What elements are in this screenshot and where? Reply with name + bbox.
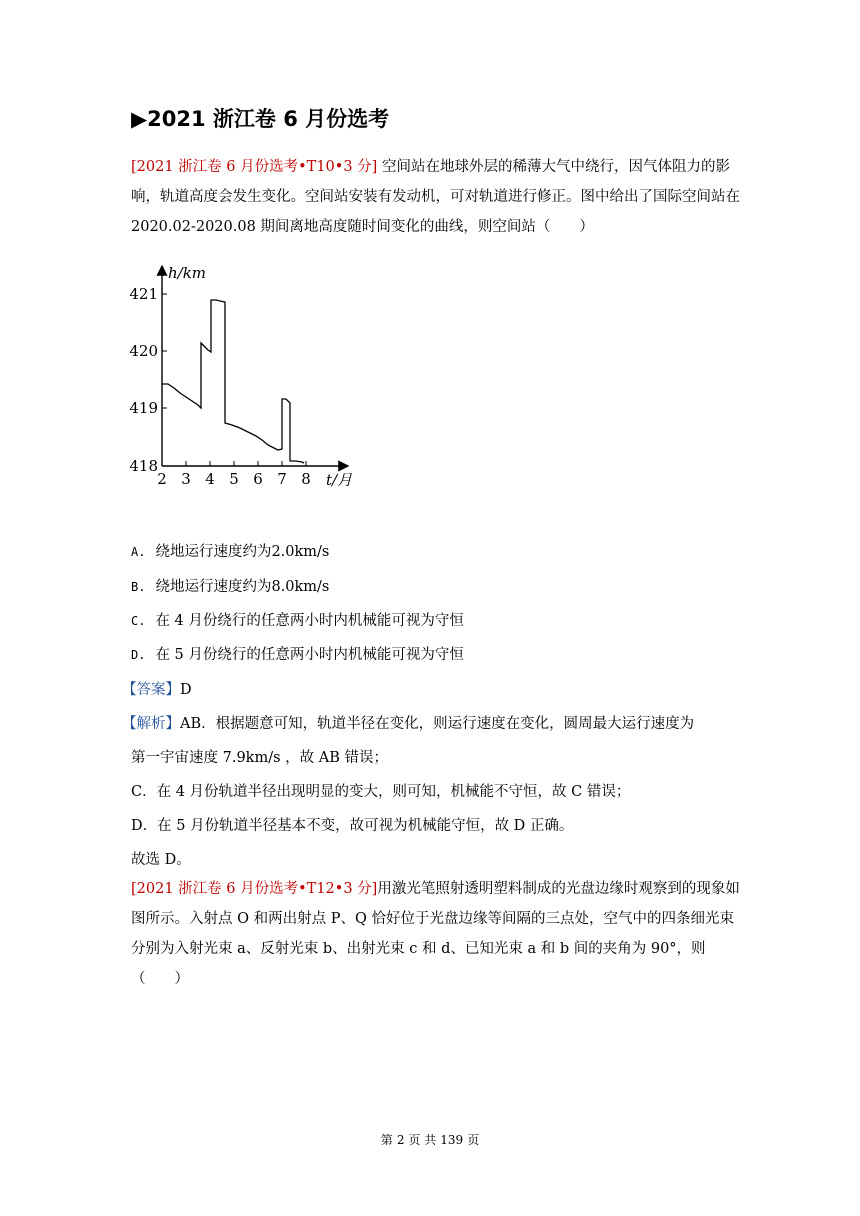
- x-tick-label: 5: [229, 470, 239, 488]
- y-tick-label: 421: [129, 285, 158, 303]
- question-12-text: 用激光笔照射透明塑料制成的光盘边缘时观察到的现象如图所示。入射点 O 和两出射点 P、Q 恰好位于光盘边缘等间隔的三点处，空气中的四条细光束分别为入射光束 a、反射光束 b、出射光束 c 和 d、已知光束 a 和 b 间的夹角为 90°，则（ ）: [131, 881, 740, 987]
- analysis-line-5: 故选 D。: [131, 852, 191, 868]
- section-heading: ▶2021 浙江卷 6 月份选考: [131, 107, 390, 131]
- option-b: B. 绕地运行速度约为8.0km/s: [131, 579, 330, 595]
- x-axis-label: t/月: [326, 471, 353, 489]
- option-c: C. 在 4 月份绕行的任意两小时内机械能可视为守恒: [131, 613, 464, 629]
- page-footer: 第 2 页 共 139 页: [380, 1133, 480, 1147]
- question-12-tag: [2021 浙江卷 6 月份选考•T12•3 分]: [131, 881, 378, 897]
- option-d: D. 在 5 月份绕行的任意两小时内机械能可视为守恒: [131, 647, 464, 663]
- analysis-label: 【解析】: [122, 716, 180, 732]
- y-tick-label: 418: [129, 457, 158, 475]
- altitude-curve: [162, 300, 304, 463]
- y-axis-label: h/km: [168, 264, 207, 282]
- page-total: 139: [440, 1133, 464, 1147]
- question-10-stem: [131, 152, 741, 242]
- question-10-text: 空间站在地球外层的稀薄大气中绕行，因气体阻力的影响，轨道高度会发生变化。空间站安装有发动机，可对轨道进行修正。图中给出了国际空间站在 2020.02-2020.08 期间离地高度随时间变化的曲线，则空间站（ ）: [131, 159, 740, 235]
- x-tick-label: 3: [181, 470, 191, 488]
- y-tick-label: 420: [129, 342, 158, 360]
- altitude-time-graph: [128, 260, 360, 495]
- x-tick-label: 7: [277, 470, 287, 488]
- y-tick-label: 419: [129, 399, 158, 417]
- analysis-line-1: 【解析】AB．根据题意可知，轨道半径在变化，则运行速度在变化，圆周最大运行速度为: [122, 716, 695, 732]
- page-number: 2: [396, 1133, 405, 1147]
- option-a: A. 绕地运行速度约为2.0km/s: [131, 544, 330, 560]
- answer-value: D: [180, 682, 192, 698]
- analysis-line-3: C．在 4 月份轨道半径出现明显的变大，则可知，机械能不守恒，故 C 错误；: [131, 784, 631, 800]
- x-tick-label: 4: [205, 470, 215, 488]
- analysis-line-2: 第一宇宙速度 7.9km/s ，故 AB 错误；: [131, 750, 388, 766]
- x-tick-label: 8: [301, 470, 311, 488]
- y-ticks: [162, 294, 167, 408]
- question-10-tag: [2021 浙江卷 6 月份选考•T10•3 分]: [131, 159, 378, 175]
- x-tick-label: 6: [253, 470, 263, 488]
- question-12-stem: [131, 874, 741, 994]
- analysis-line-4: D．在 5 月份轨道半径基本不变，故可视为机械能守恒，故 D 正确。: [131, 818, 574, 834]
- x-tick-label: 2: [157, 470, 167, 488]
- x-ticks: [186, 461, 306, 466]
- answer-line: [122, 678, 192, 699]
- answer-label: 【答案】: [122, 682, 180, 698]
